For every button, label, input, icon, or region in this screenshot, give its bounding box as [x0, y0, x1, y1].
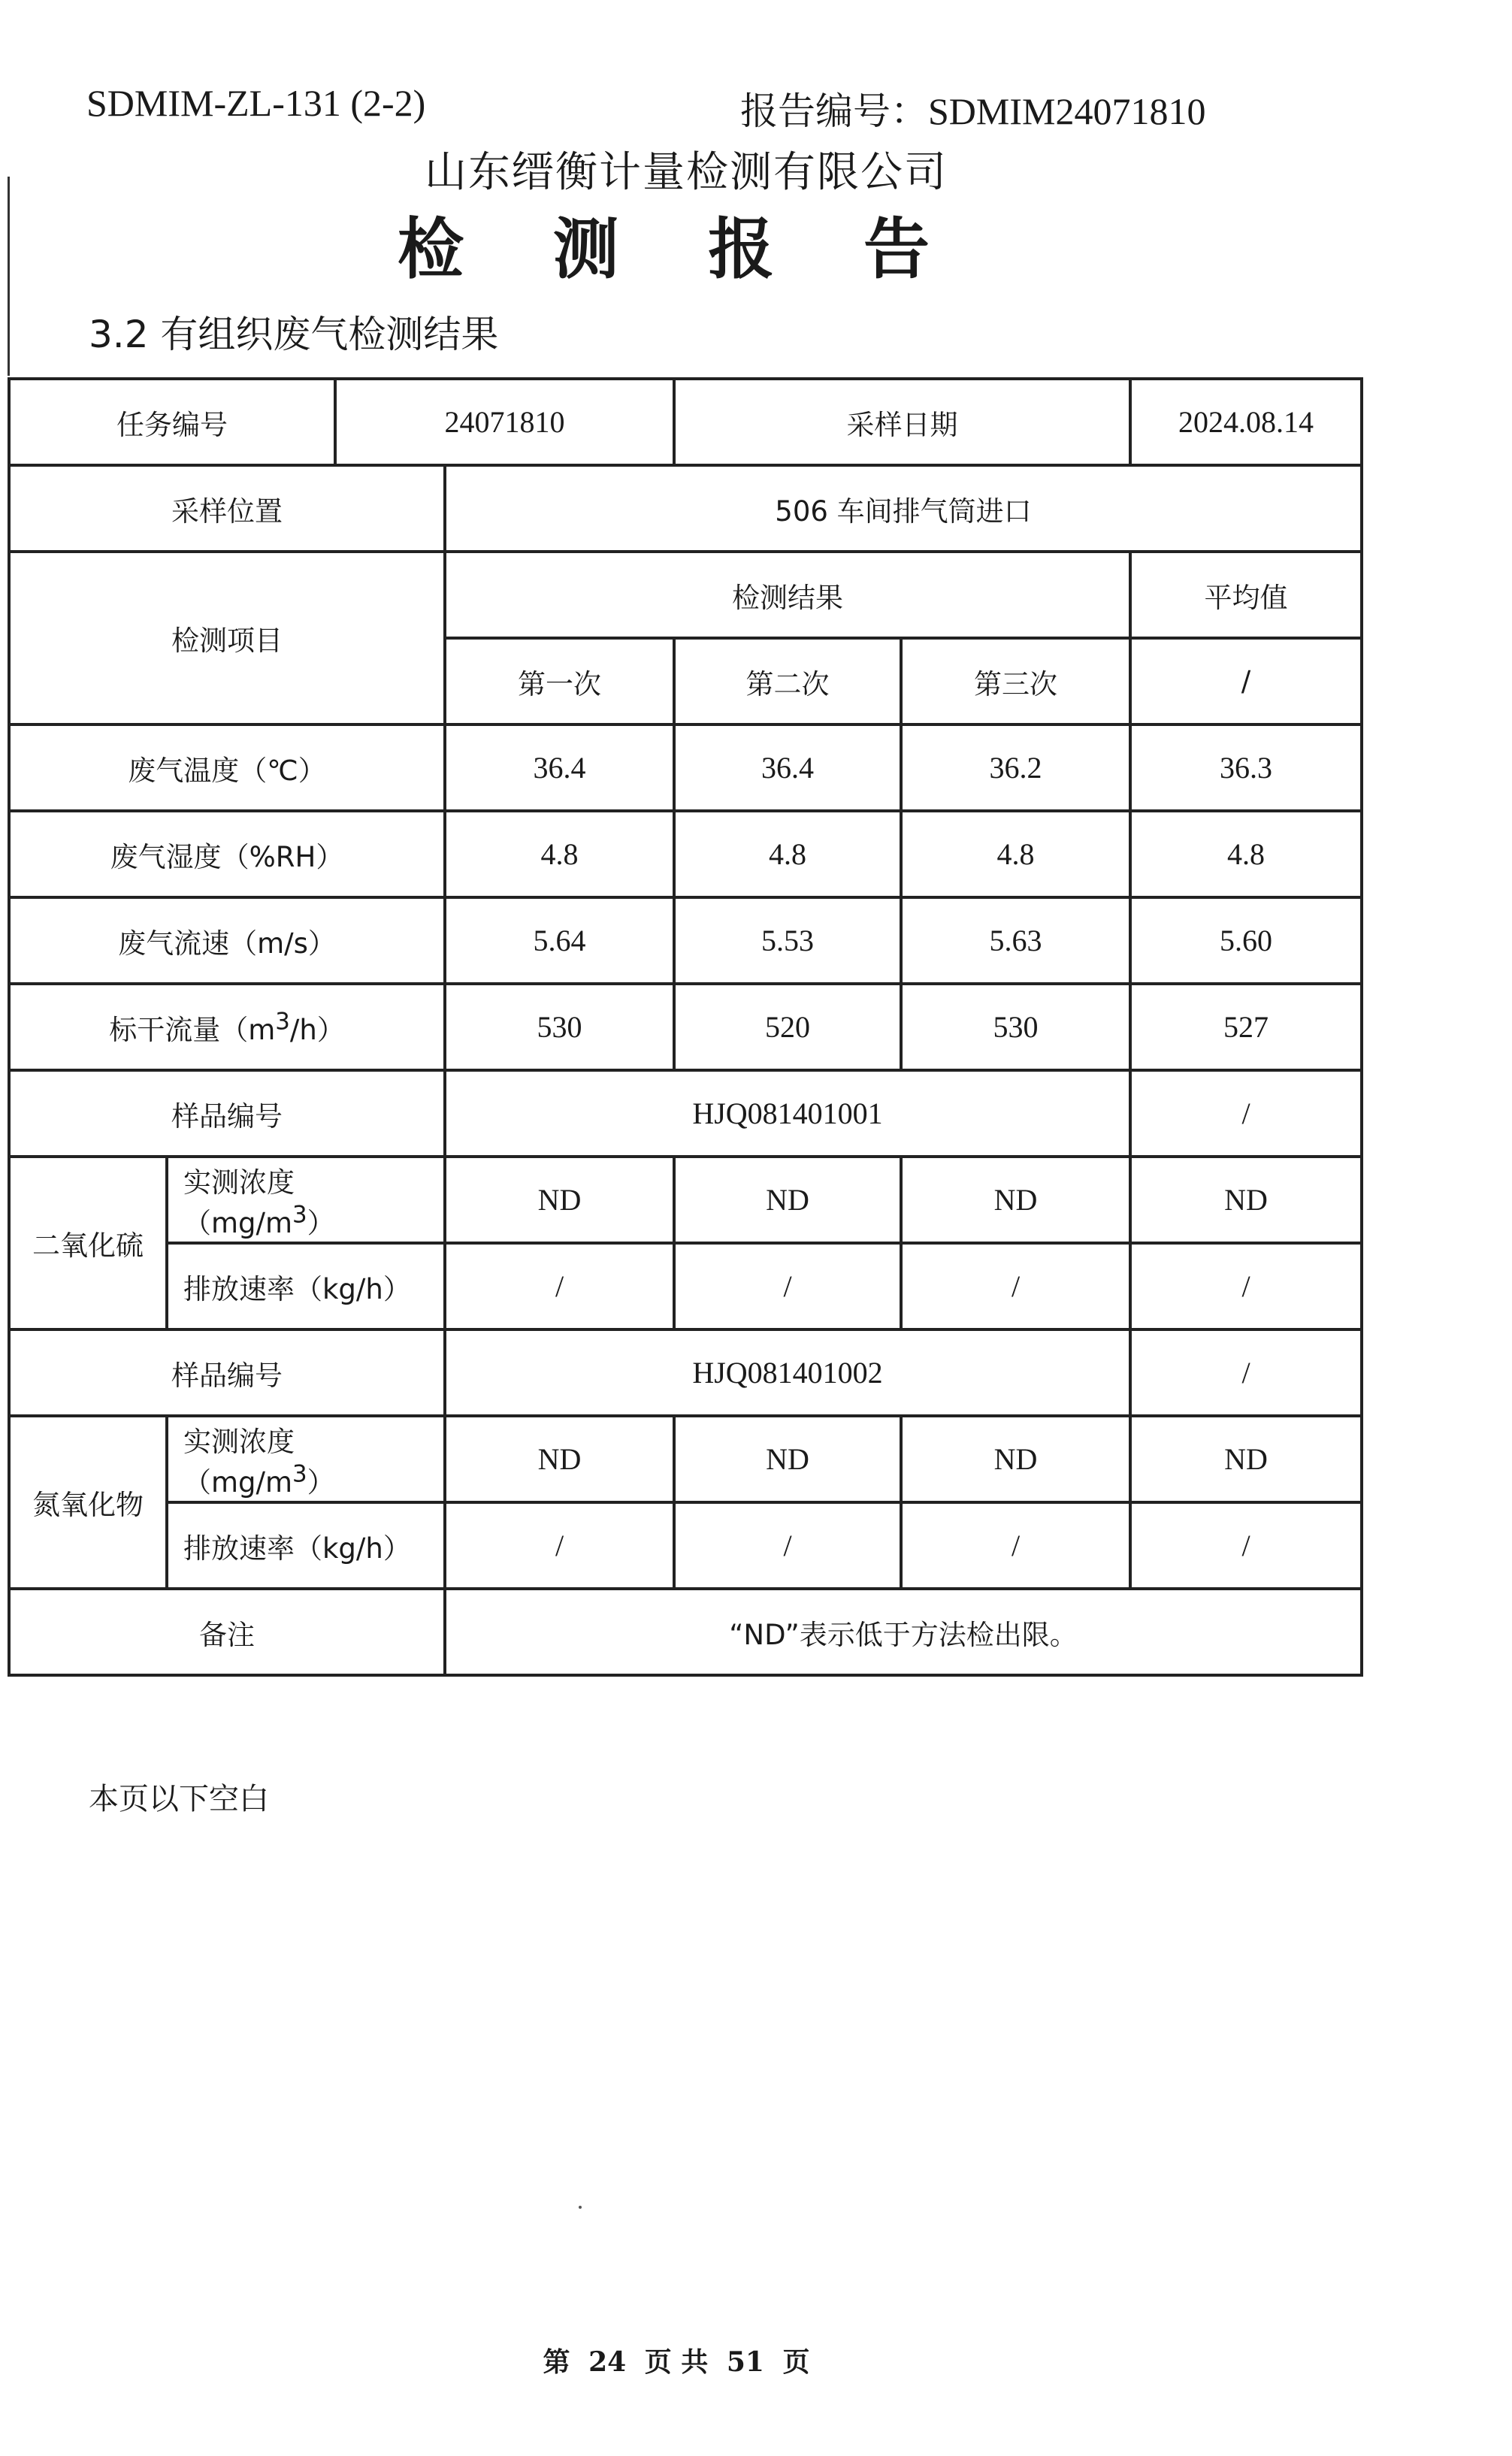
humidity-value: 4.8	[445, 811, 674, 897]
result-label: 检测结果	[445, 552, 1130, 638]
temperature-value: 36.4	[445, 724, 674, 811]
sample-no-label: 样品编号	[9, 1329, 445, 1416]
flow-label-sup: 3	[275, 1008, 290, 1036]
concentration-label-prefix: 实测浓度（mg/m	[183, 1425, 295, 1499]
scan-speck	[579, 2206, 582, 2209]
table-row	[9, 1157, 1362, 1243]
temperature-value: 36.2	[901, 724, 1130, 811]
table-row	[9, 465, 1362, 552]
pollutant-name: 二氧化硫	[9, 1157, 167, 1329]
emission-rate-value: /	[445, 1243, 674, 1329]
concentration-label-sup: 3	[292, 1460, 307, 1488]
emission-rate-value: /	[901, 1243, 1130, 1329]
concentration-label-suffix: ）	[307, 1465, 335, 1499]
sample-no-value: HJQ081401001	[445, 1070, 1130, 1157]
flow-label-suffix: /h）	[289, 1013, 345, 1046]
concentration-value: ND	[674, 1416, 901, 1502]
temperature-avg: 36.3	[1130, 724, 1362, 811]
flow-label	[9, 984, 445, 1070]
emission-rate-value: /	[674, 1243, 901, 1329]
location-value: 506 车间排气筒进口	[445, 465, 1362, 552]
table-row	[9, 1416, 1362, 1502]
flow-value: 520	[674, 984, 901, 1070]
total-pages: 51	[726, 2346, 764, 2378]
sample-no-avg: /	[1130, 1329, 1362, 1416]
footer-prefix: 第	[543, 2346, 570, 2378]
humidity-label: 废气湿度（%RH）	[9, 811, 445, 897]
velocity-value: 5.63	[901, 897, 1130, 984]
sample-no-value: HJQ081401002	[445, 1329, 1130, 1416]
run-3-label: 第三次	[901, 638, 1130, 724]
task-no-label: 任务编号	[9, 379, 335, 465]
remark-value: “ND”表示低于方法检出限。	[445, 1589, 1362, 1675]
run-avg-label: /	[1130, 638, 1362, 724]
run-1-label: 第一次	[445, 638, 674, 724]
flow-value: 530	[901, 984, 1130, 1070]
document-code: SDMIM-ZL-131 (2-2)	[86, 82, 426, 124]
sample-no-label: 样品编号	[9, 1070, 445, 1157]
velocity-avg: 5.60	[1130, 897, 1362, 984]
velocity-value: 5.64	[445, 897, 674, 984]
sample-no-avg: /	[1130, 1070, 1362, 1157]
blank-page-note: 本页以下空白	[89, 1782, 269, 1816]
concentration-value: ND	[901, 1416, 1130, 1502]
concentration-avg: ND	[1130, 1416, 1362, 1502]
concentration-label	[167, 1416, 445, 1502]
report-number-label: 报告编号：	[740, 90, 928, 132]
velocity-label: 废气流速（m/s）	[9, 897, 445, 984]
sample-date-value: 2024.08.14	[1130, 379, 1362, 465]
humidity-value: 4.8	[674, 811, 901, 897]
concentration-value: ND	[674, 1157, 901, 1243]
velocity-value: 5.53	[674, 897, 901, 984]
left-margin-rule	[8, 177, 10, 376]
remark-label: 备注	[9, 1589, 445, 1675]
emission-rate-value: /	[901, 1502, 1130, 1589]
emission-rate-label: 排放速率（kg/h）	[167, 1502, 445, 1589]
report-number-value: SDMIM24071810	[928, 90, 1206, 132]
flow-avg: 527	[1130, 984, 1362, 1070]
avg-label: 平均值	[1130, 552, 1362, 638]
emission-rate-label: 排放速率（kg/h）	[167, 1243, 445, 1329]
emission-rate-avg: /	[1130, 1243, 1362, 1329]
concentration-value: ND	[445, 1416, 674, 1502]
report-title: 检 测 报 告	[398, 210, 963, 288]
table-row	[9, 1502, 1362, 1589]
run-2-label: 第二次	[674, 638, 901, 724]
table-row	[9, 811, 1362, 897]
concentration-label	[167, 1157, 445, 1243]
concentration-value: ND	[901, 1157, 1130, 1243]
pollutant-name: 氮氧化物	[9, 1416, 167, 1589]
table-row	[9, 1329, 1362, 1416]
table-row	[9, 552, 1362, 638]
humidity-value: 4.8	[901, 811, 1130, 897]
concentration-label-suffix: ）	[307, 1206, 335, 1239]
concentration-label-prefix: 实测浓度（mg/m	[183, 1166, 295, 1239]
section-title: 3.2 有组织废气检测结果	[89, 313, 499, 356]
emission-rate-value: /	[445, 1502, 674, 1589]
concentration-avg: ND	[1130, 1157, 1362, 1243]
emission-rate-value: /	[674, 1502, 901, 1589]
footer-mid: 页 共	[644, 2346, 709, 2378]
emission-rate-avg: /	[1130, 1502, 1362, 1589]
table-row	[9, 897, 1362, 984]
table-row	[9, 379, 1362, 465]
page-footer	[0, 2341, 1353, 2379]
table-row	[9, 1589, 1362, 1675]
table-row	[9, 1243, 1362, 1329]
temperature-value: 36.4	[674, 724, 901, 811]
footer-suffix: 页	[782, 2346, 810, 2378]
flow-value: 530	[445, 984, 674, 1070]
page-number: 24	[588, 2346, 627, 2378]
sample-date-label: 采样日期	[674, 379, 1130, 465]
table-row	[9, 724, 1362, 811]
temperature-label: 废气温度（℃）	[9, 724, 445, 811]
table-row	[9, 1070, 1362, 1157]
table-row	[9, 984, 1362, 1070]
task-no-value: 24071810	[335, 379, 674, 465]
concentration-label-sup: 3	[292, 1201, 307, 1229]
concentration-value: ND	[445, 1157, 674, 1243]
flow-label-prefix: 标干流量（m	[109, 1013, 276, 1046]
humidity-avg: 4.8	[1130, 811, 1362, 897]
location-label: 采样位置	[9, 465, 445, 552]
report-number	[740, 81, 1205, 135]
item-label: 检测项目	[9, 552, 445, 724]
results-table	[8, 377, 1363, 1677]
company-name: 山东缙衡计量检测有限公司	[425, 148, 948, 197]
